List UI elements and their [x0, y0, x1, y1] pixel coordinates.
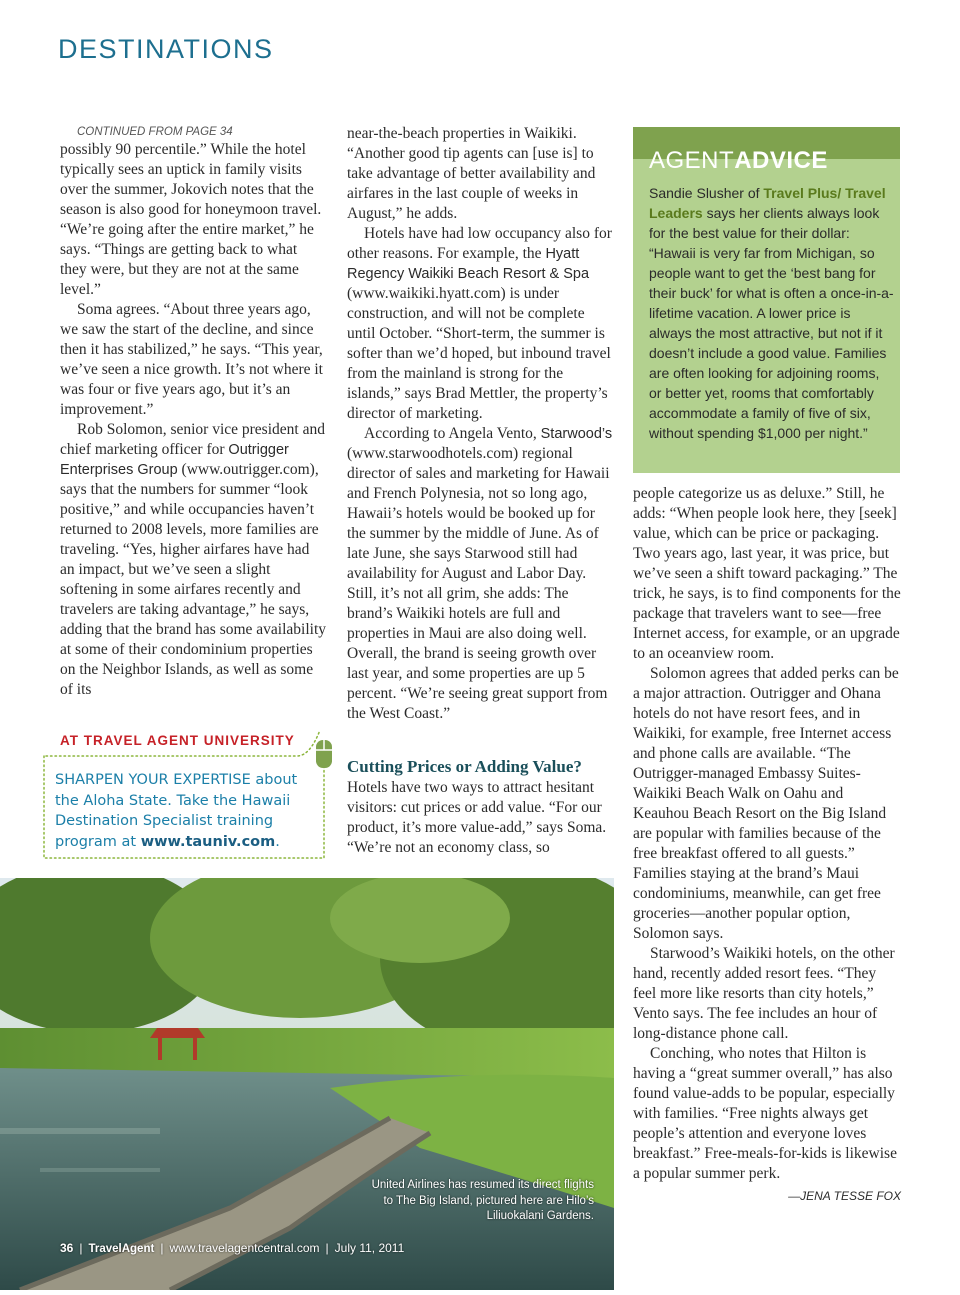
footer-url[interactable]: www.travelagentcentral.com — [169, 1241, 320, 1255]
article-column-2 — [347, 124, 613, 858]
paragraph: Rob Solomon, senior vice president and chief marketing officer for Outrigger Enterprises Group (www.outrigger.com), says that the numbers for summer “look positive,” and while occupancies haven’t returned to 2008 levels, more families are traveling. “Yes, higher airfares have had an impact, but we’ve seen a slight softening in some airfares recently and travelers are taking advantage,” he says, adding that the brand has some availability at some of their condominium properties on the Neighbor Islands, as well as some of its — [60, 421, 327, 698]
page-footer: 36 | TravelAgent | www.travelagentcentral.com | July 11, 2011 — [60, 1241, 405, 1255]
paragraph: Conching, who notes that Hilton is having a “great summer overall,” has also found value-adds to be popular, especially with families. “Free nights always get people’s attention and everyone loves breakfast.” Free-meals-for-kids is likewise a popular summer perk. — [633, 1045, 897, 1182]
paragraph: people categorize us as deluxe.” Still, he adds: “When people look here, they [seek] value, which can be price or packaging. Two years ago, last year, it was price, but we’ve seen a shift toward packaging.” The trick, he says, is to find components for the package that travelers want to see—free Internet access, for example, or an upgrade to an oceanview room. — [633, 485, 901, 662]
brand-name: TravelAgent — [88, 1243, 155, 1255]
subheading: Cutting Prices or Adding Value? — [347, 757, 582, 776]
page-number: 36 — [60, 1241, 74, 1255]
paragraph: Starwood’s Waikiki hotels, on the other hand, recently added resort fees. “They feel more like resorts than city hotels,” Vento says. The fee includes an hour of long-distance phone call. — [633, 945, 895, 1042]
agent-advice-title: AGENTADVICE — [649, 147, 828, 174]
issue-date: July 11, 2011 — [334, 1241, 405, 1255]
tau-heading: AT TRAVEL AGENT UNIVERSITY — [60, 733, 295, 748]
paragraph: Hotels have two ways to attract hesitant visitors: cut prices or add value. “For our product, it’s more value-add,” says Soma. “We’re not an economy class, so — [347, 779, 607, 856]
article-column-3 — [633, 484, 901, 1206]
company-name: Hyatt Regency Waikiki Beach Resort & Spa — [347, 246, 590, 282]
mouse-icon — [314, 736, 336, 772]
agency-name: Travel Plus/ Travel Leaders — [649, 185, 886, 221]
company-name: Outrigger Enterprises Group — [60, 442, 289, 478]
paragraph: Solomon agrees that added perks can be a major attraction. Outrigger and Ohana hotels do not have resort fees, and in Waikiki, for example, free Internet access and phone calls are available. “The Outrigger-managed Embassy Suites-Waikiki Beach Walk on Oahu and Keauhou Beach Resort on the Big Island are popular with families because of the free breakfast offered to all guests.” Families staying at the brand’s Maui condominiums, meanwhile, can get free groceries—another popular option, Solomon says. — [633, 665, 899, 942]
company-name: Starwood’s — [540, 426, 613, 442]
byline: —JENA TESSE FOX — [788, 1189, 901, 1203]
agent-advice-text: Sandie Slusher of Travel Plus/ Travel Leaders says her clients always look for the best value for their dollar: “Hawaii is very far from Michigan, so people want to get the ‘best bang for their buck’ for what is often a once-in-a-lifetime vacation. A lower price is always the most attractive, but not if it doesn’t include a good value. Families are often looking for adjoining rooms, or better yet, rooms that comfortably accommodate a family of five of six, without spending $1,000 per night.” — [649, 185, 894, 441]
paragraph: near-the-beach properties in Waikiki. “Another good tip agents can [use is] to take advantage of better availability and airfares in the last couple of weeks in August,” he adds. — [347, 125, 596, 222]
tau-link[interactable]: www.tauniv.com — [140, 833, 276, 850]
tau-text: SHARPEN YOUR EXPERTISE about the Aloha State. Take the Hawaii Destination Specialist training program at www.tauniv.com. — [55, 772, 298, 850]
section-title: DESTINATIONS — [58, 34, 274, 64]
garden-photo-illustration — [0, 878, 614, 1290]
paragraph: Hotels have had low occupancy also for other reasons. For example, the Hyatt Regency Waikiki Beach Resort & Spa (www.waikiki.hyatt.com) is under construction, and will not be complete until October. “Short-term, the summer is softer than we’d hoped, but inbound travel from the mainland is strong for the islands,” says Brad Mettler, the property’s director of marketing. — [347, 225, 612, 422]
garden-photo — [0, 878, 614, 1290]
photo-caption: United Airlines has resumed its direct flights to The Big Island, pictured here are Hilo’s Liliuokalani Gardens. — [371, 1179, 594, 1222]
paragraph: possibly 90 percentile.” While the hotel typically sees an uptick in family visits over the summer, Jokovich notes that the season is also good for honeymoon travel. “We’re going after the entire market,” he says. “Things are getting back to what they were, but they are not at the same level.” — [60, 141, 322, 298]
continued-label: CONTINUED FROM PAGE 34 — [77, 126, 233, 138]
paragraph: According to Angela Vento, Starwood’s (www.starwoodhotels.com) regional director of sales and marketing for Hawaii and French Polynesia, not so long ago, Hawaii’s hotels would be booked up for the summer by the middle of June. As of late June, she says Starwood still had availability for August and Labor Day. Still, it’s not all grim, she adds: The brand’s Waikiki hotels are full and properties in Maui are also doing well. Overall, the brand is seeing growth over last year, and some properties are up 5 percent. “We’re seeing great support from the West Coast.” — [347, 425, 613, 722]
tau-promo-box — [42, 726, 326, 862]
article-column-1 — [60, 124, 326, 700]
agent-advice-box — [633, 127, 900, 473]
paragraph: Soma agrees. “About three years ago, we saw the start of the decline, and since then it has stabilized,” he says. “This year, we’ve seen a nice growth. It’s not where it was four or five years ago, but it’s an improvement.” — [60, 301, 323, 418]
